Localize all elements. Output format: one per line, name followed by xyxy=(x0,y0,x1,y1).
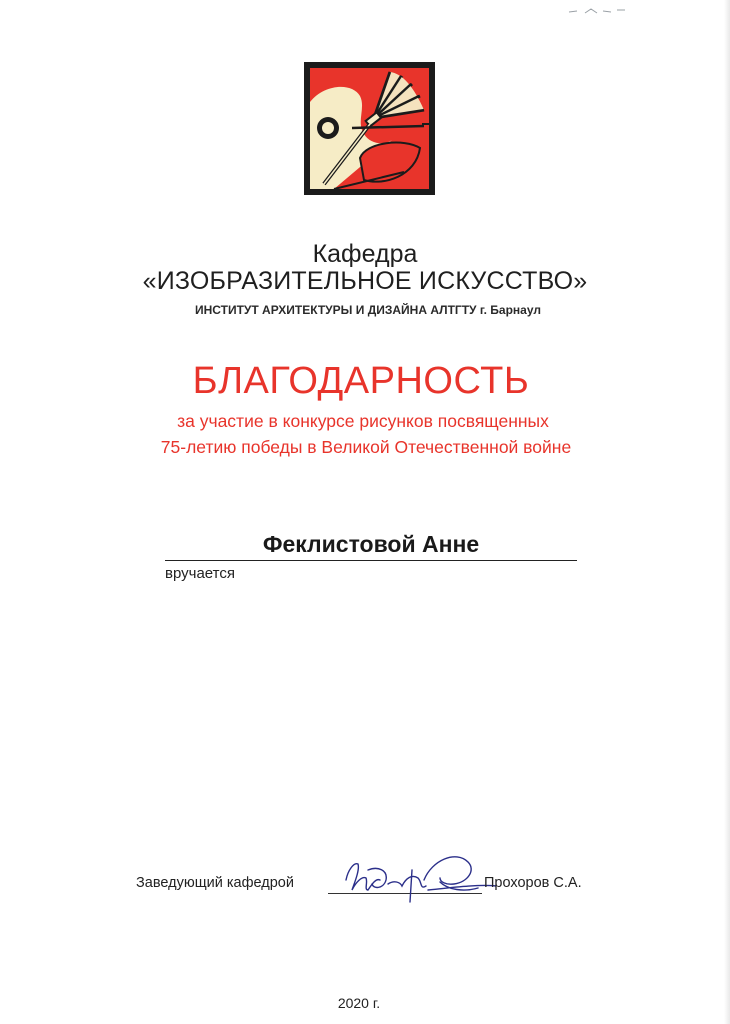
certificate-title: БЛАГОДАРНОСТЬ xyxy=(192,360,530,402)
recipient-underline xyxy=(165,560,577,561)
scan-artifact-icon xyxy=(567,6,627,16)
signature-area xyxy=(328,840,508,910)
palette-brush-logo-icon xyxy=(304,62,435,195)
department-label: Кафедра xyxy=(312,240,418,268)
position-label: Заведующий кафедрой xyxy=(136,875,294,891)
issue-year: 2020 г. xyxy=(337,995,381,1011)
department-logo xyxy=(304,62,435,195)
institute-name: ИНСТИТУТ АРХИТЕКТУРЫ И ДИЗАЙНА АЛТГТУ г. Барнаул xyxy=(194,303,541,317)
department-name: «ИЗОБРАЗИТЕЛЬНОЕ ИСКУССТВО» xyxy=(142,267,588,295)
page-edge-shadow xyxy=(724,0,730,1024)
certificate-subtitle-line1: за участие в конкурсе рисунков посвященных xyxy=(177,411,549,431)
recipient-name: Феклистовой Анне xyxy=(262,531,480,557)
presented-label: вручается xyxy=(165,565,235,582)
certificate-subtitle-line2: 75-летию победы в Великой Отечественной войне xyxy=(160,437,572,457)
handwritten-signature-icon xyxy=(328,840,508,910)
signer-name: Прохоров С.А. xyxy=(484,875,582,891)
